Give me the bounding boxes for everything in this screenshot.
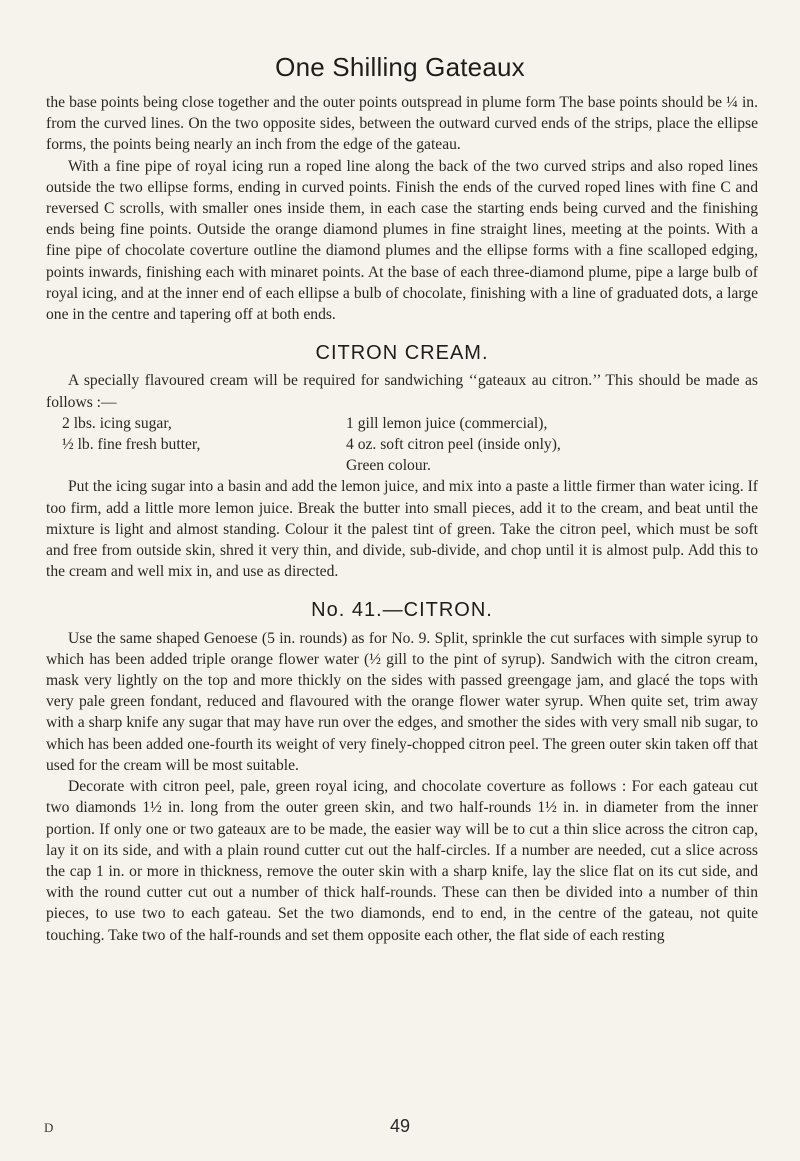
paragraph-continuation: the base points being close together and the outer points outspread in plume form The base points should be ¼ in. from the curved lines. On the two opposite sides, between the outward curved ends of the strips, place the ellipse forms, the points being nearly an inch from the edge of the gateau. [46,94,758,154]
ingredient-spacer [62,455,332,476]
ingredient-list [62,413,758,477]
citron-gateau-paragraph: Use the same shaped Genoese (5 in. rounds) as for No. 9. Split, sprinkle the cut surfaces with simple syrup to which has been added triple orange flower water (½ gill to the pint of syrup). Sandwich with the citron cream, mask very lightly on the top and more thickly on the sides with passed greengage jam, and glacé the tops with very pale green fondant, reduced and flavoured with the orange flower water syrup. When quite set, trim away with a sharp knife any sugar that may have run over the edges, and smother the sides with very small nib sugar, to which has been added one-fourth its weight of very finely-chopped citron peel. The green outer skin taken off that used for the cream will be most suitable. [46,629,758,774]
page-number: 49 [389,1116,411,1136]
running-title: One Shilling Gateaux [275,52,525,82]
section-heading-citron-cream: CITRON CREAM. [315,342,489,365]
citron-gateau-paragraph: Decorate with citron peel, pale, green royal icing, and chocolate coverture as follows : For each gateau cut two diamonds 1½ in. long from the outer green skin, and two half-rounds 1½ in. in diameter from the inner portion. If only one or two gateaux are to be made, the easier way will be to cut a thin slice across the citron cap, lay it on its side, and with a plain round cutter cut out the half-circles. If a number are needed, cut a slice across the cap 1 in. or more in thickness, remove the outer skin with a sharp knife, lay the slice flat on its cut side, and with the round cutter cut out a number of thick half-rounds. These can then be divided into a number of thin pieces, to use two to each gateau. Set the two diamonds, end to end, in the centre of the gateau, not quite touching. Take two of the half-rounds and set them opposite each other, the flat side of each resting [46,778,758,944]
signature-mark: D [44,1120,54,1135]
citron-cream-intro: A specially flavoured cream will be required for sandwiching ‘‘gateaux au citron.’’ This should be made as follows :— [46,372,758,411]
ingredient-item: 2 lbs. icing sugar, [62,414,172,432]
ingredient-item: 1 gill lemon juice (commercial), [346,414,548,432]
ingredient-item: ½ lb. fine fresh butter, [62,436,201,454]
citron-cream-method: Put the icing sugar into a basin and add the lemon juice, and mix into a paste a little firmer than water icing. If too firm, add a little more lemon juice. Break the butter into small pieces, add it to the cream, and beat until the mixture is light and almost standing. Colour it the palest tint of green. Take the citron peel, which must be soft and free from outside skin, shred it very thin, and divide, sub-divide, and chop until it is almost pulp. Add this to the cream and well mix in, and use as directed. [46,478,758,581]
ingredient-item: 4 oz. soft citron peel (inside only), [346,436,561,454]
ingredient-item: Green colour. [346,457,431,475]
page-body [46,92,758,946]
paragraph-icing-instructions: With a fine pipe of royal icing run a roped line along the back of the two curved strips and also roped lines outside the two ellipse forms, ending in curved points. Finish the ends of the curved roped lines with fine C and reversed C scrolls, with smaller ones inside them, in each case the starting ends being curved and the finishing ends being fine points. Outside the orange diamond plumes in fine straight lines, meeting at the points. With a fine pipe of chocolate coverture outline the diamond plumes and the ellipse forms with a fine scalloped edging, points inwards, finishing each with minaret points. At the base of each three-diamond plume, pipe a large bulb of royal icing, and at the inner end of each ellipse a bulb of chocolate, finishing with a line of graduated dots, a large one in the centre and tapering off at both ends. [46,157,758,324]
section-heading-citron-gateau: No. 41.—CITRON. [311,599,493,622]
